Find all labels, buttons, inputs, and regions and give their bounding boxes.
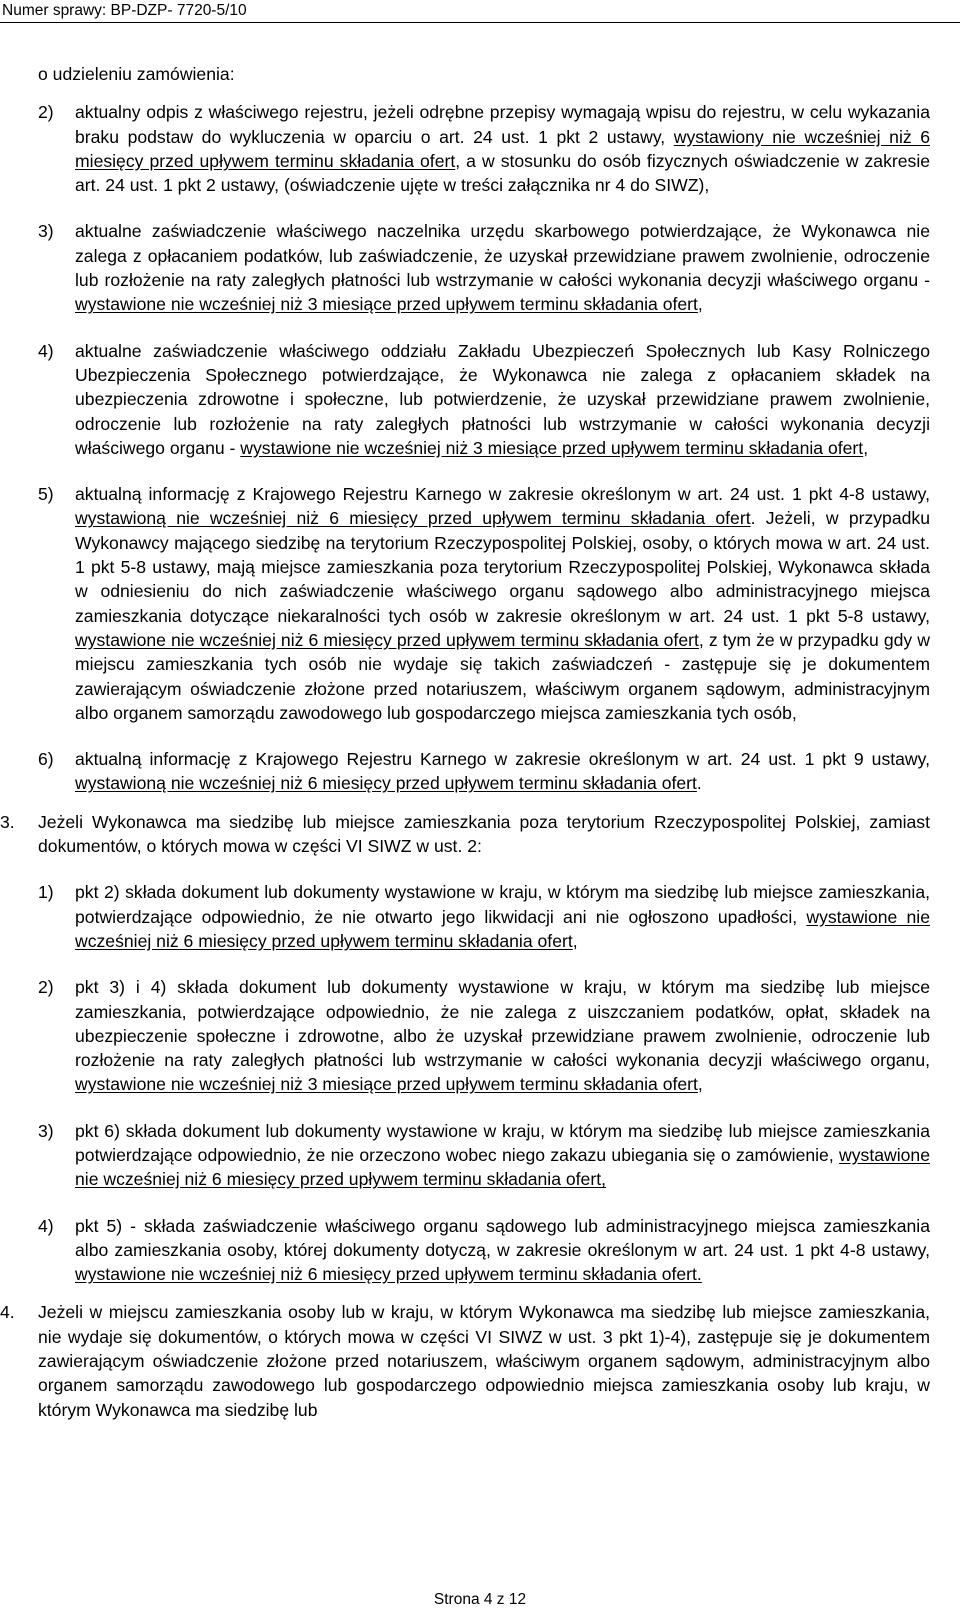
underlined-deadline-text: wystawione nie wcześniej niż 3 miesiące przed upływem terminu składania ofert (240, 437, 864, 458)
page-number: Strona 4 z 12 (433, 1591, 527, 1608)
underlined-deadline-text: wystawione nie wcześniej niż 6 miesięcy przed upływem terminu składania ofert (75, 629, 699, 650)
list-item-text: pkt 5) - składa zaświadczenie właściwego organu sądowego lub administracyjnego miejsca zamieszkania albo zamieszkania osoby, której dokumenty dotyczą, w zakresie określonym w art. 24 ust. 1 pkt 4-8 ustawy, (75, 1215, 930, 1260)
list-item-number: 2) (38, 977, 54, 998)
list-item-text: , (572, 930, 578, 951)
list-item-text: pkt 3) i 4) składa dokument lub dokumenty wystawione w kraju, w którym ma siedzibę lub miejsce zamieszkania, potwierdzające odpowiednio, że nie zalega z uiszczaniem podatków, opłat, składek na ubezpieczenie społeczne i zdrowotne, albo że uzyskał przewidziane prawem zwolnienie, odroczenie lub rozłożenie na raty zaległych płatności lub wstrzymanie w całości wykonania decyzji właściwego organu, (75, 977, 930, 1071)
list-item-text: aktualne zaświadczenie właściwego naczelnika urzędu skarbowego potwierdzające, że Wykonawca nie zalega z opłacaniem podatków, lub zaświadczenie, że uzyskał przewidziane prawem zwolnienie, odroczenie lub rozłożenie na raty zaległych płatności lub wstrzymanie w całości wykonania decyzji właściwego organu - (75, 221, 930, 291)
page-footer (0, 1590, 960, 1610)
section-number: 4. (0, 1302, 15, 1323)
list-item-text: . Jeżeli, w przypadku Wykonawcy mającego siedzibę na terytorium Rzeczypospolitej Polskiej, osoby, o których mowa w art. 24 ust. 1 pkt 5-8 ustawy, mają miejsce zamieszkania poza terytorium Rzeczypospolitej Polskiej, Wykonawca składa w odniesieniu do nich zaświadczenie właściwego organu sądowego albo administracyjnego miejsca zamieszkania dotyczące niekaralności tych osób w zakresie określonym w art. 24 ust. 1 pkt 5-8 ustawy, (75, 508, 930, 626)
list-item-text: aktualne zaświadczenie właściwego oddziału Zakładu Ubezpieczeń Społecznych lub Kasy Rolniczego Ubezpieczenia Społecznego potwierdzające, że Wykonawca nie zalega z opłacaniem składek na ubezpieczenia zdrowotne i społeczne, lub potwierdzenie, że uzyskał przewidziane prawem zwolnienie, odroczenie lub rozłożenie na raty zaległych płatności lub wstrzymanie w całości wykonania decyzji właściwego organu - (75, 340, 930, 458)
page-header (0, 0, 960, 23)
case-number: Numer sprawy: BP-DZP- 7720-5/10 (2, 2, 247, 19)
list-item-text: , z tym że w przypadku gdy w miejscu zamieszkania tych osób nie wydaje się takich zaświadczeń - zastępuje się je dokumentem zawierającym oświadczenie złożone przed notariuszem, właściwym organem sądowym, administracyjnym albo organem samorządu zawodowego lub gospodarczego miejsca zamieszkania tych osób, (75, 629, 930, 723)
list-item-text: aktualną informację z Krajowego Rejestru Karnego w zakresie określonym w art. 24 ust. 1 pkt 9 ustawy, (75, 749, 930, 770)
underlined-deadline-text: wystawiony nie wcześniej niż 6 miesięcy przed upływem terminu składania ofert (75, 126, 930, 171)
underlined-deadline-text: wystawione nie wcześniej niż 6 miesięcy przed upływem terminu składania ofert. (75, 1264, 702, 1285)
list-item (0, 975, 960, 1096)
section-4 (0, 1300, 960, 1421)
list-item-number: 1) (38, 882, 54, 903)
list-item (0, 880, 960, 953)
list-item-text: pkt 2) składa dokument lub dokumenty wystawione w kraju, w którym ma siedzibę lub miejsce zamieszkania, potwierdzające odpowiednio, że nie otwarto jego likwidacji ani nie ogłoszono upadłości, (75, 882, 930, 927)
list-item (0, 482, 960, 725)
list-item-text: . (696, 773, 702, 794)
list-item-text: , a w stosunku do osób fizycznych oświadczenie w zakresie art. 24 ust. 1 pkt 2 ustawy, (oświadczenie ujęte w treści załącznika nr 4 do SIWZ), (75, 150, 931, 196)
list-item (0, 100, 960, 197)
underlined-deadline-text: wystawione nie wcześniej niż 3 miesiące przed upływem terminu składania ofert (75, 1074, 698, 1095)
list-item (0, 339, 960, 460)
list-item-text: aktualną informację z Krajowego Rejestru Karnego w zakresie określonym w art. 24 ust. 1 pkt 4-8 ustawy, (75, 484, 930, 505)
document-body (0, 62, 960, 1422)
list-item-text: , (863, 437, 869, 458)
list-item-number: 5) (38, 484, 54, 505)
list-item-number: 3) (38, 221, 54, 242)
list-item-number: 6) (38, 749, 54, 770)
intro-line: o udzieleniu zamówienia: (38, 64, 235, 84)
list-item-number: 2) (38, 102, 54, 123)
list-item-text: , (697, 294, 703, 315)
underlined-deadline-text: wystawione nie wcześniej niż 6 miesięcy przed upływem terminu składania ofert, (75, 1144, 930, 1190)
list-item-number: 4) (38, 1215, 54, 1236)
underlined-deadline-text: wystawione nie wcześniej niż 3 miesiące przed upływem terminu składania ofert (75, 294, 698, 315)
section-text: Jeżeli Wykonawca ma siedzibę lub miejsce zamieszkania poza terytorium Rzeczypospolitej Polskiej, zamiast dokumentów, o których mowa w części VI SIWZ w ust. 2: (38, 811, 930, 857)
section-text: Jeżeli w miejscu zamieszkania osoby lub w kraju, w którym Wykonawca ma siedzibę lub miejsce zamieszkania, nie wydaje się dokumentów, o których mowa w części VI SIWZ w ust. 3 pkt 1)-4), zastępuje się je dokumentem zawierającym oświadczenie złożone przed notariuszem, właściwym organem sądowym, administracyjnym albo organem samorządu zawodowego lub gospodarczego odpowiednio miejsca zamieszkania osoby lub kraju, w którym Wykonawca ma siedzibę lub (38, 1302, 930, 1420)
sub-item-list (0, 880, 960, 1286)
list-item (0, 219, 960, 316)
list-item (0, 747, 960, 796)
item-list (0, 100, 960, 795)
underlined-deadline-text: wystawioną nie wcześniej niż 6 miesięcy przed upływem terminu składania ofert (75, 508, 751, 529)
list-item-text: , (697, 1074, 703, 1095)
section-number: 3. (0, 811, 15, 832)
underlined-deadline-text: wystawioną nie wcześniej niż 6 miesięcy przed upływem terminu składania ofert (75, 773, 697, 794)
list-item (0, 1214, 960, 1287)
list-item (0, 1119, 960, 1192)
list-item-text: pkt 6) składa dokument lub dokumenty wystawione w kraju, w którym ma siedzibę lub miejsce zamieszkania potwierdzające odpowiednio, że nie orzeczono wobec niego zakazu ubiegania się o zamówienie, (75, 1120, 930, 1165)
section-3 (0, 810, 960, 859)
list-item-number: 3) (38, 1120, 54, 1141)
list-item-text: aktualny odpis z właściwego rejestru, jeżeli odrębne przepisy wymagają wpisu do rejestru, w celu wykazania braku podstaw do wykluczenia w oparciu o art. 24 ust. 1 pkt 2 ustawy, (75, 102, 930, 147)
underlined-deadline-text: wystawione nie wcześniej niż 6 miesięcy przed upływem terminu składania ofert (75, 906, 931, 951)
list-item-number: 4) (38, 340, 54, 361)
